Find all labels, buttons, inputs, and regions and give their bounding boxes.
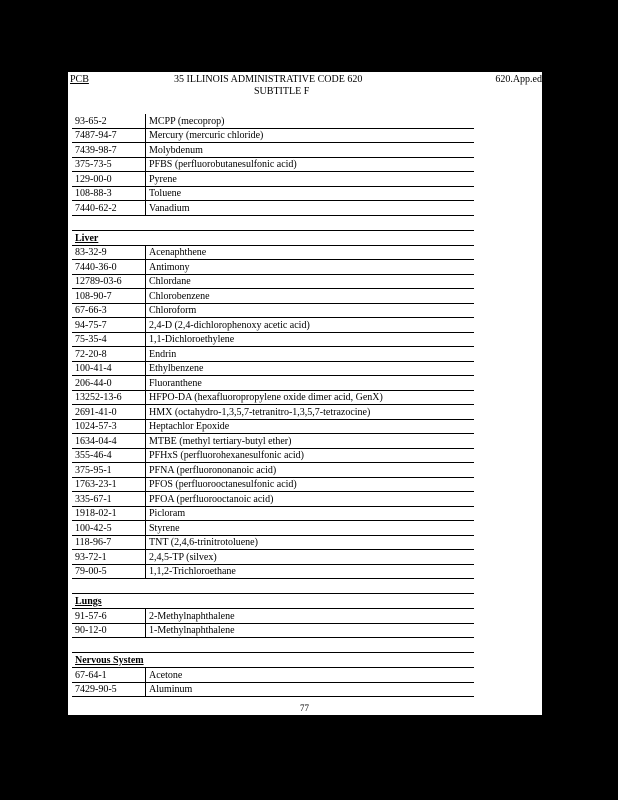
table-row [72,361,474,376]
table-row [72,405,474,420]
section-heading-row [72,594,474,609]
cas-number: 7487-94-7 [72,128,146,143]
table-row [72,245,474,260]
cas-number: 90-12-0 [72,623,146,638]
chemical-table [72,114,474,697]
chemical-name: 2-Methylnaphthalene [146,609,475,624]
scan-margin [35,72,68,715]
blank-row [72,215,474,230]
chemical-name: PFOA (perfluorooctanoic acid) [146,492,475,507]
table-row [72,668,474,683]
blank-row [72,579,474,594]
cas-number: 7440-36-0 [72,260,146,275]
chemical-name: 2,4-D (2,4-dichlorophenoxy acetic acid) [146,318,475,333]
chemical-name: Styrene [146,521,475,536]
chemical-name: MCPP (mecoprop) [146,114,475,128]
cas-number: 93-65-2 [72,114,146,128]
table-row [72,506,474,521]
table-row [72,609,474,624]
chemical-name: Picloram [146,506,475,521]
cas-number: 1634-04-4 [72,434,146,449]
chemical-name: Heptachlor Epoxide [146,419,475,434]
chemical-name: Vanadium [146,201,475,216]
chemical-name: 1,1-Dichloroethylene [146,332,475,347]
cas-number: 1763-23-1 [72,477,146,492]
cas-number: 13252-13-6 [72,390,146,405]
chemical-name: Aluminum [146,682,475,697]
chemical-name: Mercury (mercuric chloride) [146,128,475,143]
chemical-name: HMX (octahydro-1,3,5,7-tetranitro-1,3,5,7-tetrazocine) [146,405,475,420]
chemical-name: Chlordane [146,274,475,289]
chemical-name: PFNA (perfluorononanoic acid) [146,463,475,478]
table-row [72,623,474,638]
chemical-name: Toluene [146,186,475,201]
chemical-name: PFBS (perfluorobutanesulfonic acid) [146,157,475,172]
table-row [72,143,474,158]
cas-number: 7439-98-7 [72,143,146,158]
section-heading: Nervous System [72,653,474,668]
cas-number: 75-35-4 [72,332,146,347]
section-heading-row [72,653,474,668]
table-row [72,564,474,579]
cas-number: 67-64-1 [72,668,146,683]
cas-number: 108-88-3 [72,186,146,201]
blank-cell [72,215,474,230]
section-heading: Lungs [72,594,474,609]
cas-number: 100-41-4 [72,361,146,376]
header-code-title: 35 ILLINOIS ADMINISTRATIVE CODE 620 [174,74,363,85]
table-row [72,318,474,333]
table-row [72,332,474,347]
table-row [72,419,474,434]
cas-number: 108-90-7 [72,289,146,304]
cas-number: 375-95-1 [72,463,146,478]
table-row [72,376,474,391]
cas-number: 93-72-1 [72,550,146,565]
table-row [72,157,474,172]
table-row [72,535,474,550]
chemical-name: PFOS (perfluorooctanesulfonic acid) [146,477,475,492]
table-row [72,260,474,275]
cas-number: 72-20-8 [72,347,146,362]
cas-number: 67-66-3 [72,303,146,318]
chemical-name: Ethylbenzene [146,361,475,376]
chemical-name: 1-Methylnaphthalene [146,623,475,638]
blank-cell [72,579,474,594]
table-row [72,390,474,405]
cas-number: 83-32-9 [72,245,146,260]
chemical-name: Antimony [146,260,475,275]
table-row [72,434,474,449]
chemical-name: MTBE (methyl tertiary-butyl ether) [146,434,475,449]
table-row [72,463,474,478]
chemical-name: Molybdenum [146,143,475,158]
table-row [72,303,474,318]
chemical-name: Acenaphthene [146,245,475,260]
cas-number: 206-44-0 [72,376,146,391]
cas-number: 7440-62-2 [72,201,146,216]
cas-number: 335-67-1 [72,492,146,507]
cas-number: 129-00-0 [72,172,146,187]
cas-number: 1024-57-3 [72,419,146,434]
chemical-name: HFPO-DA (hexafluoropropylene oxide dimer acid, GenX) [146,390,475,405]
table-row [72,448,474,463]
page-number: 77 [300,703,309,713]
chemical-name: Chloroform [146,303,475,318]
chemical-name: 2,4,5-TP (silvex) [146,550,475,565]
table-row [72,550,474,565]
table-row [72,201,474,216]
table-row [72,492,474,507]
chemical-name: Endrin [146,347,475,362]
cas-number: 2691-41-0 [72,405,146,420]
cas-number: 100-42-5 [72,521,146,536]
table-row [72,172,474,187]
chemical-name: TNT (2,4,6-trinitrotoluene) [146,535,475,550]
chemical-name: 1,1,2-Trichloroethane [146,564,475,579]
chemical-name: Fluoranthene [146,376,475,391]
blank-cell [72,638,474,653]
table-row [72,289,474,304]
cas-number: 1918-02-1 [72,506,146,521]
chemical-name: PFHxS (perfluorohexanesulfonic acid) [146,448,475,463]
header-section: 620.App.ed [495,74,542,85]
table-row [72,682,474,697]
page-header [70,74,542,97]
table-row [72,274,474,289]
header-agency: PCB [70,74,89,85]
header-subtitle: SUBTITLE F [254,86,310,97]
cas-number: 94-75-7 [72,318,146,333]
chemical-name: Chlorobenzene [146,289,475,304]
cas-number: 7429-90-5 [72,682,146,697]
table-row [72,186,474,201]
blank-row [72,638,474,653]
cas-number: 118-96-7 [72,535,146,550]
table-row [72,477,474,492]
cas-number: 355-46-4 [72,448,146,463]
chemical-name: Pyrene [146,172,475,187]
section-heading-row [72,230,474,245]
cas-number: 91-57-6 [72,609,146,624]
cas-number: 12789-03-6 [72,274,146,289]
table-row [72,128,474,143]
cas-number: 375-73-5 [72,157,146,172]
table-row [72,114,474,128]
section-heading: Liver [72,230,474,245]
table-row [72,347,474,362]
chemical-name: Acetone [146,668,475,683]
table-row [72,521,474,536]
cas-number: 79-00-5 [72,564,146,579]
